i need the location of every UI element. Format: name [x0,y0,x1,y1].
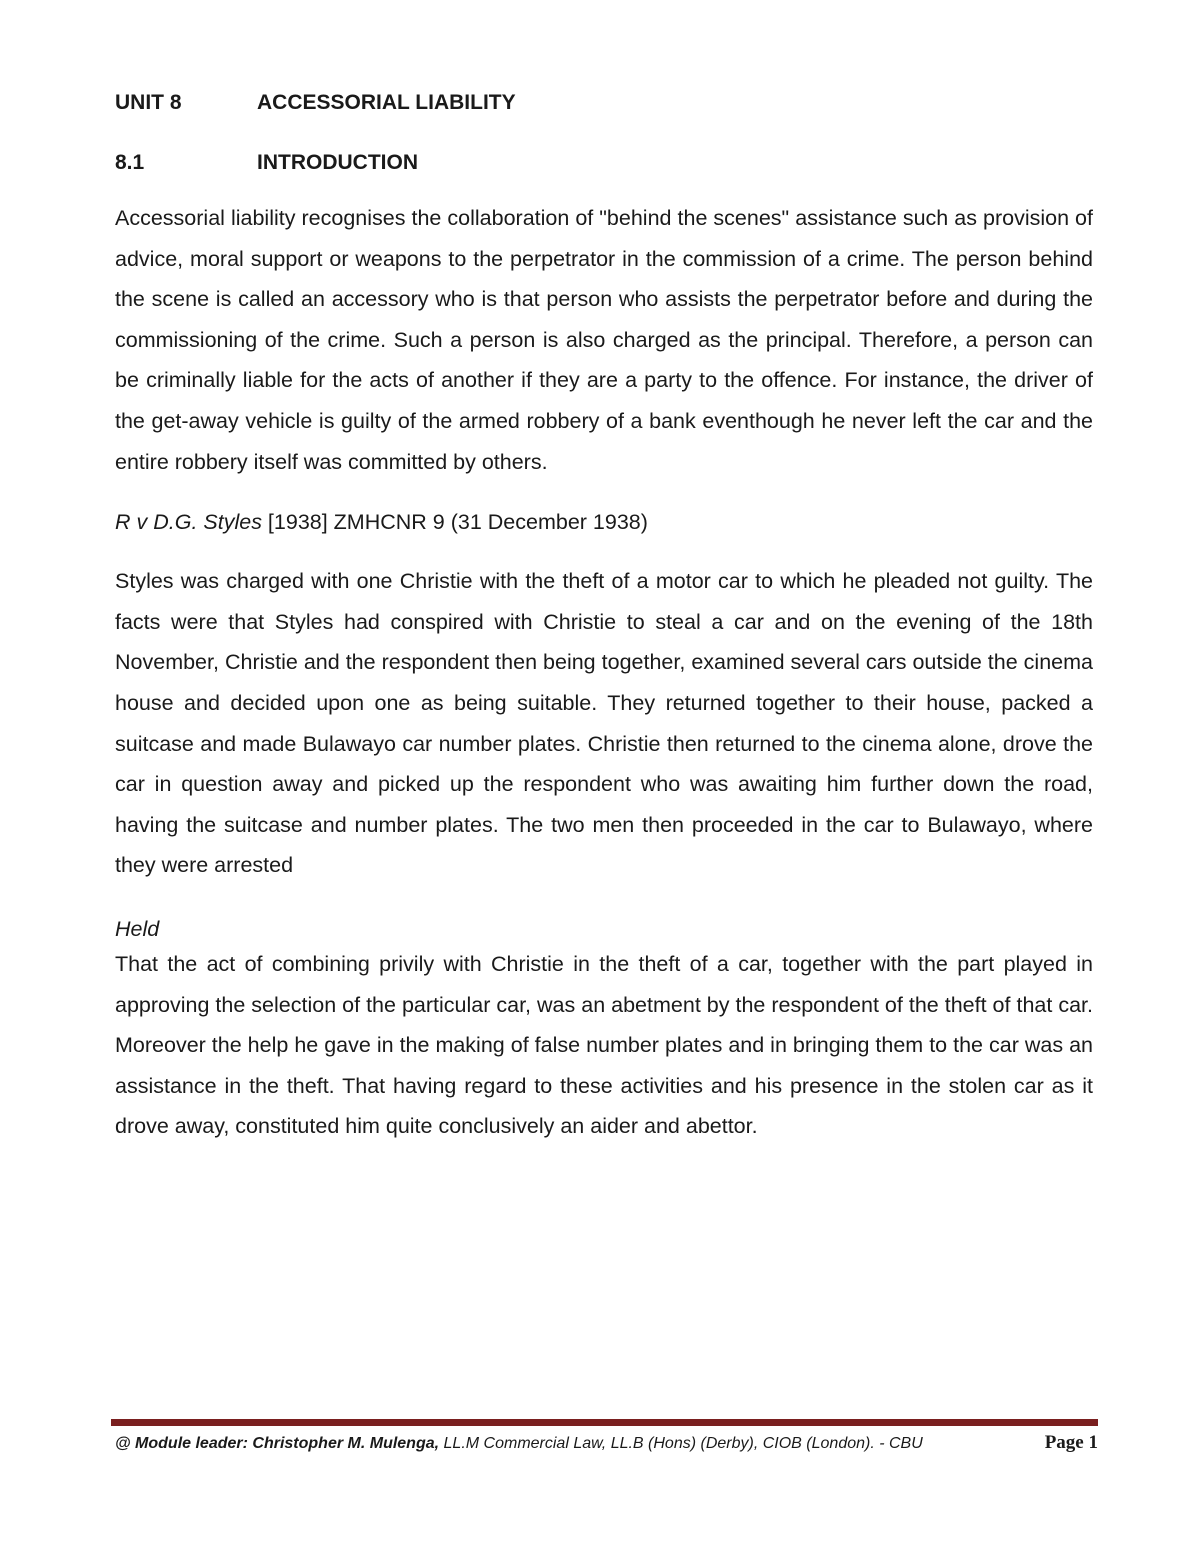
page-footer [115,1432,1098,1460]
footer-credentials: LL.M Commercial Law, LL.B (Hons) (Derby), CIOB (London). - CBU [439,1435,923,1452]
unit-heading [115,88,1093,118]
held-paragraph: That the act of combining privily with Christie in the theft of a car, together with the part played in approving the selection of the particular car, was an abetment by the respondent of the theft of that car. Moreover the help he gave in the making of false number plates and in bringing them to the car was an assistance in the theft. That having regard to these activities and his presence in the stolen car as it drove away, constituted him quite conclusively an aider and abettor. [115,951,1093,1139]
case-name: R v D.G. Styles [115,510,262,535]
footer-divider [111,1419,1098,1426]
held-label: Held [115,916,160,941]
footer-module-leader: @ Module leader: Christopher M. Mulenga, [115,1435,440,1452]
case-reference: [1938] ZMHCNR 9 (31 December 1938) [261,510,648,535]
page-content [115,80,1093,1147]
page-number: Page 1 [1044,1432,1098,1453]
intro-paragraph: Accessorial liability recognises the collaboration of "behind the scenes" assistance such as provision of advice, moral support or weapons to the perpetrator in the commission of a crime. The person behind the scene is called an accessory who is that person who assists the perpetrator before and during the commissioning of the crime. Such a person is also charged as the principal. Therefore, a person can be criminally liable for the acts of another if they are a party to the offence. For instance, the driver of the get-away vehicle is guilty of the armed robbery of a bank eventhough he never left the car and the entire robbery itself was committed by others. [115,206,1093,474]
case-facts-paragraph: Styles was charged with one Christie with the theft of a motor car to which he pleaded not guilty. The facts were that Styles had conspired with Christie to steal a car and on the evening of the 18th November, Christie and the respondent then being together, examined several cars outside the cinema house and decided upon one as being suitable. They returned together to their house, packed a suitcase and made Bulawayo car number plates. Christie then returned to the cinema alone, drove the car in question away and picked up the respondent who was awaiting him further down the road, having the suitcase and number plates. The two men then proceeded in the car to Bulawayo, where they were arrested [115,569,1093,878]
section-title: INTRODUCTION [257,151,418,174]
case-citation [115,507,1093,537]
unit-title: ACCESSORIAL LIABILITY [257,91,516,114]
section-heading [115,148,1093,178]
unit-number: UNIT 8 [115,91,182,114]
section-number: 8.1 [115,151,145,174]
footer-credit [115,1435,923,1453]
